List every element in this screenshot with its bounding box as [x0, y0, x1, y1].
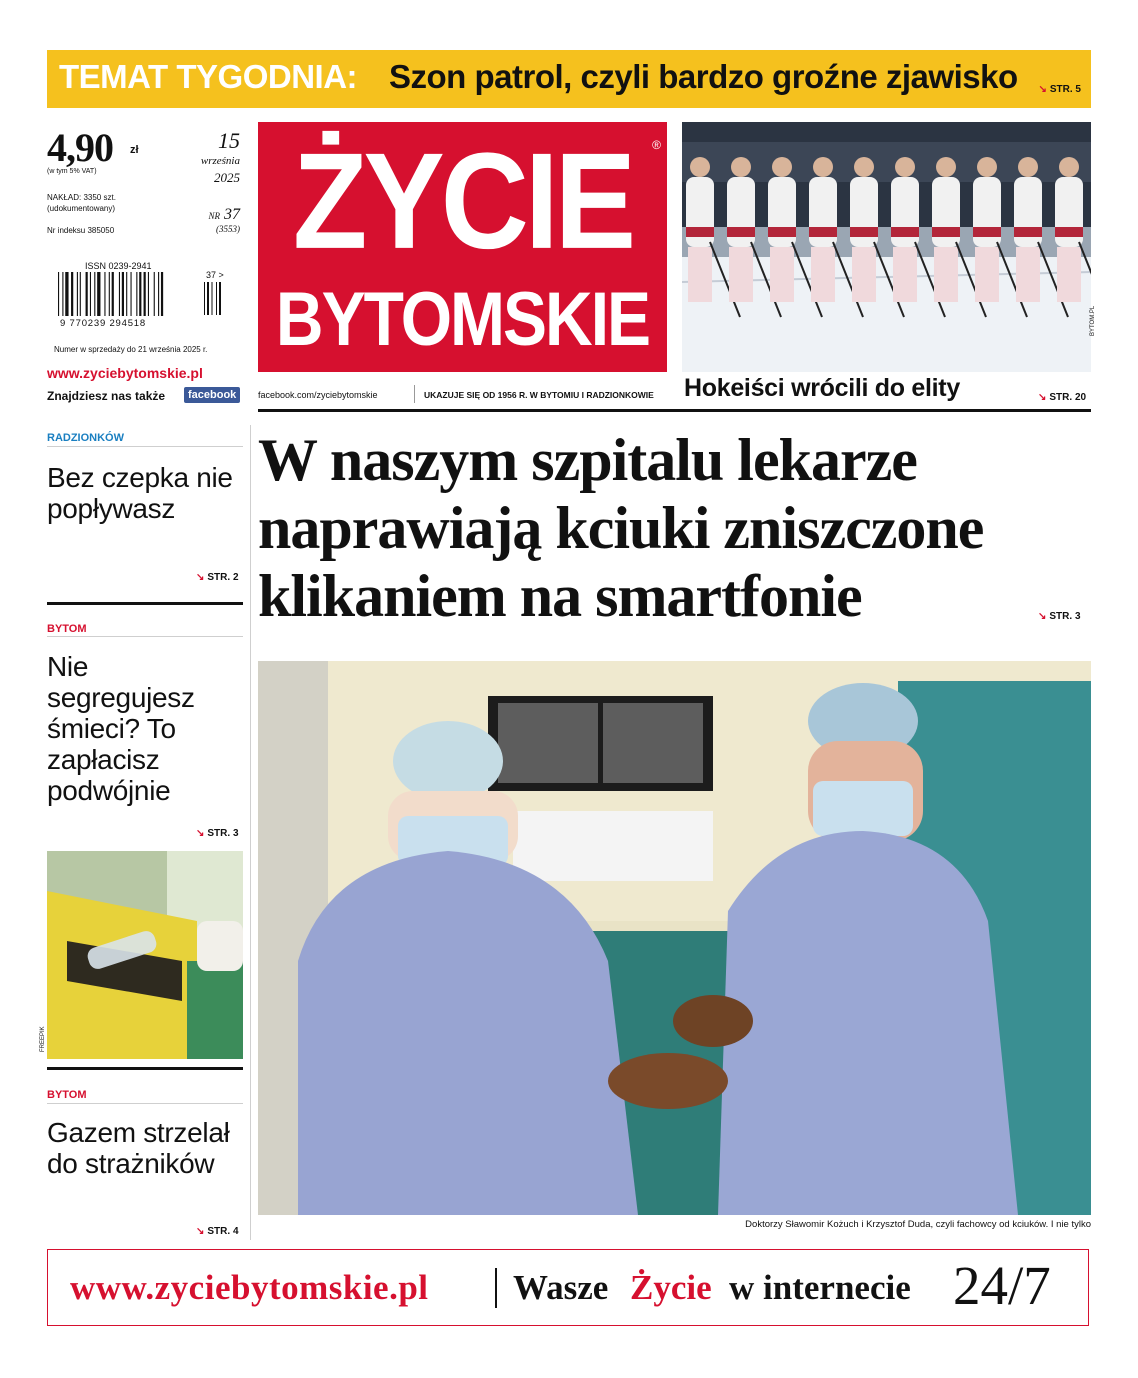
- logo-line1: ŻYCIE: [292, 124, 633, 277]
- promo-url[interactable]: www.zyciebytomskie.pl: [70, 1268, 429, 1307]
- date-year: 2025: [214, 170, 240, 185]
- arrow-icon: ↘: [196, 828, 205, 839]
- photo-credit: BYTOM.PL: [1090, 305, 1096, 336]
- hockey-photo-illustration: [682, 122, 1091, 372]
- facebook-link[interactable]: facebook.com/zyciebytomskie: [258, 390, 378, 400]
- sidebar-headline-1[interactable]: Bez czepka nie popływasz: [47, 462, 233, 524]
- divider: [495, 1268, 497, 1308]
- date-day: 15: [218, 128, 240, 153]
- issue-total: (3553): [216, 224, 240, 234]
- site-url-link[interactable]: www.zyciebytomskie.pl: [47, 365, 203, 381]
- sidebar-headline-2[interactable]: Nie segregujesz śmieci? To zapłacisz podwójnie: [47, 651, 195, 806]
- divider: [258, 409, 1091, 412]
- barcode: [58, 272, 196, 316]
- price-vat: (w tym 5% VAT): [47, 168, 97, 175]
- hockey-headline[interactable]: Hokeiści wrócili do elity: [684, 374, 960, 402]
- section-label: RADZIONKÓW: [47, 432, 124, 444]
- divider: [47, 446, 243, 447]
- hockey-photo[interactable]: [682, 122, 1091, 372]
- issue-number: NR 37: [208, 206, 240, 223]
- since-tagline: UKAZUJE SIĘ OD 1956 R. W BYTOMIU I RADZIONKOWIE: [424, 390, 654, 400]
- facebook-badge[interactable]: facebook: [184, 387, 240, 403]
- page-ref: ↘ STR. 4: [196, 1226, 239, 1237]
- main-page-ref: ↘ STR. 3: [1038, 611, 1081, 622]
- index-number: Nr indeksu 385050: [47, 226, 115, 235]
- promo-text-b: Życie: [630, 1268, 712, 1307]
- logo: [258, 122, 667, 372]
- arrow-icon: ↘: [1038, 84, 1047, 95]
- main-headline[interactable]: W naszym szpitalu lekarze naprawiają kciuki zniszczone klikaniem na smartfonie: [258, 427, 984, 629]
- page-ref: ↘ STR. 2: [196, 572, 239, 583]
- hockey-page-ref: ↘ STR. 20: [1038, 392, 1087, 403]
- topic-of-week-banner[interactable]: [47, 50, 1091, 108]
- barcode-addon: [204, 282, 234, 315]
- column-divider: [250, 425, 251, 1240]
- price-unit: zł: [130, 144, 139, 156]
- sale-note: Numer w sprzedaży do 21 września 2025 r.: [54, 345, 208, 354]
- page-ref: ↘ STR. 3: [196, 828, 239, 839]
- barcode-number: 9 770239 294518: [60, 318, 146, 329]
- section-label: BYTOM: [47, 1089, 87, 1101]
- divider: [414, 385, 415, 403]
- arrow-icon: ↘: [196, 572, 205, 583]
- promo-text-d: 24/7: [953, 1255, 1051, 1316]
- issn: ISSN 0239-2941: [85, 261, 152, 271]
- price: 4,90: [47, 125, 113, 170]
- recycling-illustration: [47, 851, 243, 1059]
- section-label: BYTOM: [47, 623, 87, 635]
- arrow-icon: ↘: [1038, 611, 1047, 622]
- banner-page-ref: ↘ STR. 5: [1038, 84, 1081, 95]
- promo-text-c: w internecie: [729, 1268, 911, 1307]
- surgeons-illustration: [258, 661, 1091, 1215]
- also-find-us-text: Znajdziesz nas także: [47, 389, 166, 403]
- registered-mark: ®: [652, 138, 661, 152]
- divider: [47, 636, 243, 637]
- sidebar-headline-3[interactable]: Gazem strzelał do strażników: [47, 1117, 230, 1179]
- logo-line2: BYTOMSKIE: [275, 275, 650, 361]
- online-promo-box[interactable]: [47, 1249, 1089, 1326]
- photo-caption: Doktorzy Sławomir Kożuch i Krzysztof Duda, czyli fachowcy od kciuków. I nie tylko: [745, 1219, 1091, 1230]
- photo-credit: FREEPIK: [40, 1026, 46, 1052]
- arrow-icon: ↘: [1038, 392, 1047, 403]
- arrow-icon: ↘: [196, 1226, 205, 1237]
- banner-label: TEMAT TYGODNIA:: [59, 58, 358, 95]
- circulation-note: NAKŁAD: 3350 szt. (udokumentowany): [47, 193, 116, 213]
- promo-text-a: Wasze: [513, 1268, 609, 1307]
- date-month: września: [200, 155, 240, 167]
- divider: [47, 602, 243, 605]
- divider: [47, 1067, 243, 1070]
- banner-title[interactable]: Szon patrol, czyli bardzo groźne zjawisko: [389, 58, 1018, 95]
- barcode-addon-number: 37 >: [206, 270, 224, 280]
- divider: [47, 1103, 243, 1104]
- main-photo[interactable]: [258, 661, 1091, 1215]
- recycling-photo[interactable]: [47, 851, 243, 1059]
